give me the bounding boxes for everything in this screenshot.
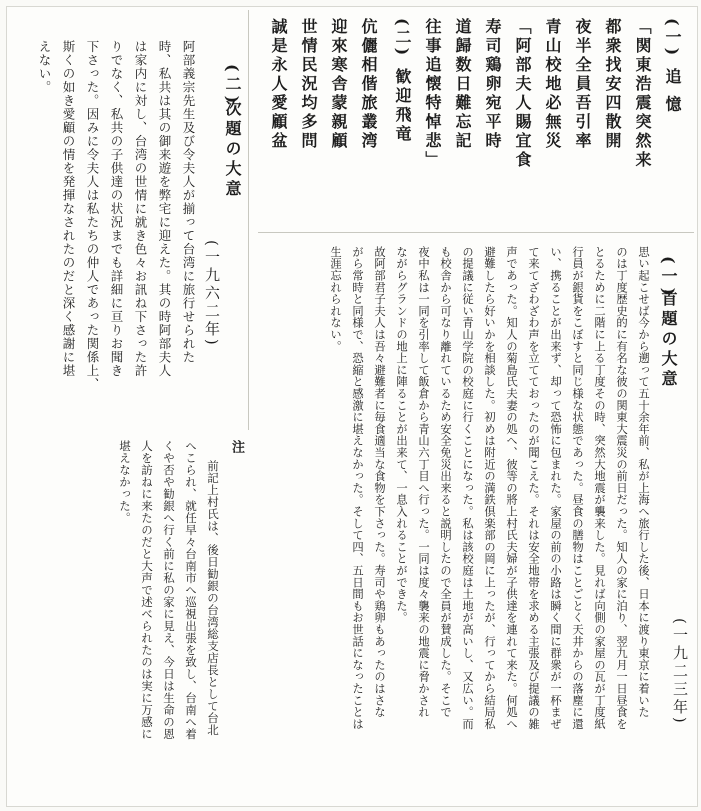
footnote-line: くや否や勧銀へ行く前に私の家に見え、今日は生命の恩 (162, 440, 176, 740)
main-line: 思い起こせば今から遡って五十余年前、私が上海へ旅行した後、日本に渡り東京に着いた (637, 246, 650, 718)
secondary-line: 下さった。因みに令夫人は私たちの仲人であった関係上、 (85, 40, 100, 391)
main-line: も校舎から可なり離れているため安全免災出来ると説明したので全員が賛成した。そこで (439, 246, 452, 718)
main-line: 故阿部君子夫人は吾々避難者に毎食適当な食物を下さった。寿司や鶏卵もあったのはさな (373, 246, 386, 718)
footnote-line: 堪えなかった。 (118, 440, 132, 524)
main-line: ながらグランドの地上に陣ることが出来て、一息入れることができた。 (395, 246, 408, 624)
main-line: がら常時と同様で、恐縮と感激に堪えなかった。そして四、五日間もお世話になったことは (351, 246, 364, 730)
main-line: の提議に従い青山学院の校庭に行くことになった。私は該校庭は土地が高いし、又広い。而 (461, 246, 474, 730)
poem-line: 迎來寒舎蒙親顧 (329, 18, 348, 151)
footnote-line: 前記上村氏は、後日勧銀の台湾総支店長として台北 (206, 460, 220, 736)
secondary-heading-number: (二) (223, 64, 242, 108)
main-year: (一九二三年) (671, 618, 689, 726)
secondary-line: 時、私共は其の御来遊を弊宅に迎えた。其の時阿部夫人 (157, 40, 172, 378)
main-line: 夜中私は一同を引率して飯倉から青山六丁目へ行った。一同は度々襲来の地震に脅かされ (417, 246, 430, 718)
main-heading-number: (一) (659, 256, 678, 300)
poem-line: 世情民況均多問 (299, 18, 318, 151)
poem-line: 往事追懐特悼悲」 (423, 18, 442, 170)
main-line: のは丁度歴史的に有名な彼の関東大震災の前日だった。知人の家に泊り、翌九月一日昼食を (615, 246, 628, 730)
poem-line: 寿司鶏卵宛平時 (483, 18, 502, 151)
column-divider (248, 10, 249, 430)
main-line: て来てざわざわ声を立てておったのが聞こえた。それは安全地帯を求める主張及び提議の雑 (527, 246, 540, 730)
main-line: とるために二階に上る丁度その時、突然大地震が襲来した。見れば向側の家屋の瓦が丁度紙 (593, 246, 606, 730)
main-line: 生涯忘れられない。 (329, 246, 342, 353)
poem-section-number: (一) (663, 18, 682, 59)
poem-section-title: 追 憶 (663, 68, 682, 115)
secondary-line: 阿部義宗先生及び令夫人が揃って台湾に旅行せられた (181, 40, 196, 364)
poem-section2-number: (二) (393, 18, 412, 59)
main-line: い、携ることが出来ず、却って恐怖に包まれた。家屋の前の小路は瞬く間に群衆が一杯まぜ (549, 246, 562, 730)
poem-line: 夜半全員吾引率 (573, 18, 592, 151)
secondary-year: (一九六二年) (203, 240, 221, 348)
footnote-label: 注 (229, 440, 244, 457)
poem-line: 都衆找安四散開 (603, 18, 622, 151)
secondary-line: りでなく、私共の子供達の状況までも詳細に亘りお聞き (109, 40, 124, 378)
poem-line: 誠是永人愛顧盆 (269, 18, 288, 151)
poem-bottom-divider (258, 232, 694, 233)
poem-section2-title: 歓迎飛竜 (393, 68, 412, 144)
secondary-line: は家内に対し、台湾の世情に就き色々お訊ね下さった許 (133, 40, 148, 378)
poem-line: 「阿部夫人賜宜食 (513, 18, 532, 170)
main-line: 声であった。知人の菊島氏夫妻の処へ、彼等の將上村氏夫婦が子供達を連れて来た。何処へ (505, 246, 518, 730)
poem-line: 伉儷相偕旅叢湾 (359, 18, 378, 151)
secondary-line: えない。 (37, 40, 52, 94)
main-line: 避難したら好いかを相談した。初めは附近の満鉄倶楽部の岡に上ったが、行ってから結局私 (483, 246, 496, 730)
secondary-heading: 次題の大意 (223, 100, 242, 200)
main-line: 行員が銀貨をこぼすと同じ様な状態であった。昼食の膳物はことごとく天井からの落塵に還 (571, 246, 584, 730)
secondary-line: 斯くの如き愛顧の情を発揮なされたのだと深く感謝に堪 (61, 40, 76, 378)
footnote-line: へこられ、就任早々台南市へ巡視出張を致し、台南へ着 (184, 440, 198, 740)
poem-line: 青山校地必無災 (543, 18, 562, 151)
main-heading: 首題の大意 (659, 290, 678, 390)
poem-line: 「関東浩震突然来 (633, 18, 652, 170)
footnote-line: 人を訪ねに来たのだと大声で述べられたのは実に万感に (140, 440, 154, 740)
poem-line: 道歸数日難忘記 (453, 18, 472, 151)
